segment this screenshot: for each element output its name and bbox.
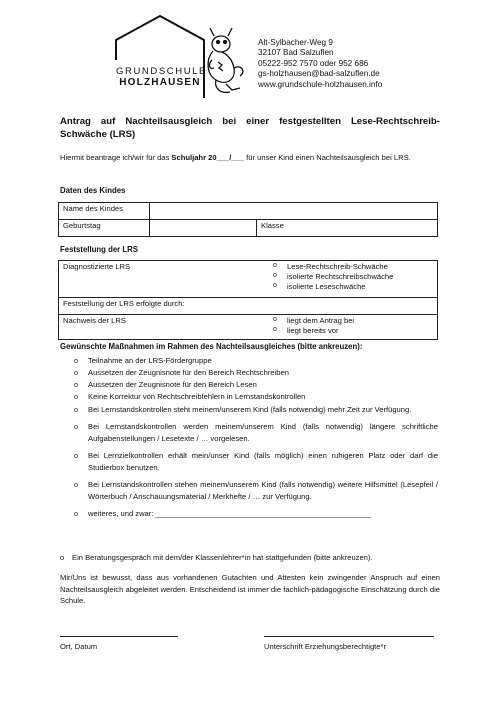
checkbox-circle-icon[interactable]: o (74, 509, 78, 518)
school-address (258, 38, 382, 90)
measure-item[interactable]: o Bei Lernstandskontrollen stehen meinem/unserem Kind (falls notwendig) weitere Hilfsmittel (Lesepfeil / Wörterbuch / Anschauungsmaterial / Merkhefte / … zur Verfügung. (74, 480, 438, 501)
measure-item[interactable]: o Teilnahme an der LRS-Fördergruppe (74, 356, 212, 365)
measures-list (60, 355, 438, 520)
diagnosed-options (265, 261, 438, 298)
address-phone: 05222-952 7570 oder 952 686 (258, 58, 369, 68)
address-website[interactable]: www.grundschule-holzhausen.info (258, 79, 383, 89)
school-year-field[interactable]: Schuljahr 20___/___ (171, 153, 245, 162)
checkbox-circle-icon[interactable]: o (74, 356, 78, 365)
section-heading-child: Daten des Kindes (60, 186, 126, 195)
measure-item[interactable]: o Bei Lernstandskontrollen steht meinem/unserem Kind (falls notwendig) mehr Zeit zur Verfügung. (74, 405, 412, 414)
place-date-label: Ort, Datum (60, 642, 98, 651)
checkbox-circle-icon[interactable]: o (74, 422, 78, 431)
checkbox-circle-icon[interactable]: o (74, 380, 78, 389)
option-already-present[interactable]: o liegt bereits vor (273, 326, 433, 336)
intro-part1: Hiermit beantrage ich/wir für das (60, 153, 172, 162)
option-lrs[interactable]: o Lese-Rechtschreib-Schwäche (273, 262, 433, 272)
child-name-label: Name des Kindes (59, 203, 150, 220)
measure-item-other[interactable]: o weiteres, und zwar: ___________________________________________________ (74, 509, 371, 518)
school-name (116, 66, 207, 88)
address-city: 32107 Bad Salzuflen (258, 48, 334, 58)
measure-item[interactable]: o Aussetzen der Zeugnisnote für den Bereich Rechtschreiben (74, 368, 289, 377)
option-leseschwaeche[interactable]: o isolierte Leseschwäche (273, 282, 433, 292)
intro-part2: für unser Kind einen Nachteilsausgleich bei LRS. (244, 153, 411, 162)
address-street: Alt-Sylbacher-Weg 9 (258, 38, 333, 47)
signature-label: Unterschrift Erziehungsberechtigte*r (264, 642, 386, 651)
proof-options (265, 315, 438, 340)
measure-item[interactable]: o Keine Korrektur von Rechtschreibfehlern in Lernstandskontrollen (74, 392, 306, 401)
option-attached[interactable]: o liegt dem Antrag bei (273, 316, 433, 326)
measure-item[interactable]: o Bei Lernzielkontrollen erhält mein/unser Kind (falls möglich) einen ruhigeren Platz oder darf die Studierbox benutzen. (74, 451, 438, 472)
school-name-line2: HOLZHAUSEN (119, 77, 201, 88)
done-by-label: Feststellung der LRS erfolgte durch: (59, 298, 266, 315)
lrs-table (58, 260, 438, 340)
child-name-field[interactable] (150, 203, 438, 220)
place-date-line[interactable] (60, 636, 178, 637)
measure-item[interactable]: o Bei Lernstandskontrollen werden meinem/unserem Kind (falls notwendig) längere schriftliche Aufgabenstellungen / Lesetexte / … vorgelesen. (74, 422, 438, 443)
section-heading-lrs: Feststellung der LRS (60, 245, 138, 254)
checkbox-circle-icon[interactable]: o (74, 451, 78, 460)
notice-paragraph: Mir/Uns ist bewusst, dass aus vorhandenen Gutachten und Attesten kein zwingender Anspruch auf einen Nachteilsausgleich abgeleitet werden. Entscheidend ist immer die fachlich-pädagogische Einschätzung durch die Schule. (60, 573, 440, 605)
checkbox-circle-icon[interactable]: o (74, 480, 78, 489)
birthday-field[interactable] (150, 220, 257, 237)
diagnosed-label: Diagnostizierte LRS (59, 261, 266, 298)
address-email[interactable]: gs-holzhausen@bad-salzuflen.de (258, 69, 380, 79)
checkbox-circle-icon[interactable]: o (74, 368, 78, 377)
signature-line[interactable] (264, 636, 434, 637)
checkbox-circle-icon[interactable]: o (74, 392, 78, 401)
intro-paragraph (60, 152, 438, 164)
option-rechtschreibschwaeche[interactable]: o isolierte Rechtschreibschwäche (273, 272, 433, 282)
consultation-text: Ein Beratungsgespräch mit dem/der Klassenlehrer*in hat stattgefunden (bitte ankreuzen). (72, 553, 373, 562)
class-field[interactable] (257, 220, 438, 237)
consultation-row[interactable] (60, 552, 440, 564)
document-title: Antrag auf Nachteilsausgleich bei einer festgestellten Lese-Rechtschreib-Schwäche (LRS) (60, 116, 440, 140)
child-data-table (58, 202, 438, 237)
checkbox-circle-icon[interactable]: o (74, 405, 78, 414)
birthday-label: Geburtstag (59, 220, 150, 237)
section-heading-measures: Gewünschte Maßnahmen im Rahmen des Nachteilsausgleiches (bitte ankreuzen): (60, 342, 363, 351)
measure-item[interactable]: o Aussetzen der Zeugnisnote für den Bereich Lesen (74, 380, 257, 389)
proof-label: Nachweis der LRS (59, 315, 266, 340)
school-logo (108, 14, 250, 98)
school-name-line1: GRUNDSCHULE (116, 66, 207, 77)
done-by-field[interactable] (265, 298, 438, 315)
checkbox-circle-icon[interactable]: o (60, 553, 65, 562)
class-label: Klasse (261, 221, 284, 230)
